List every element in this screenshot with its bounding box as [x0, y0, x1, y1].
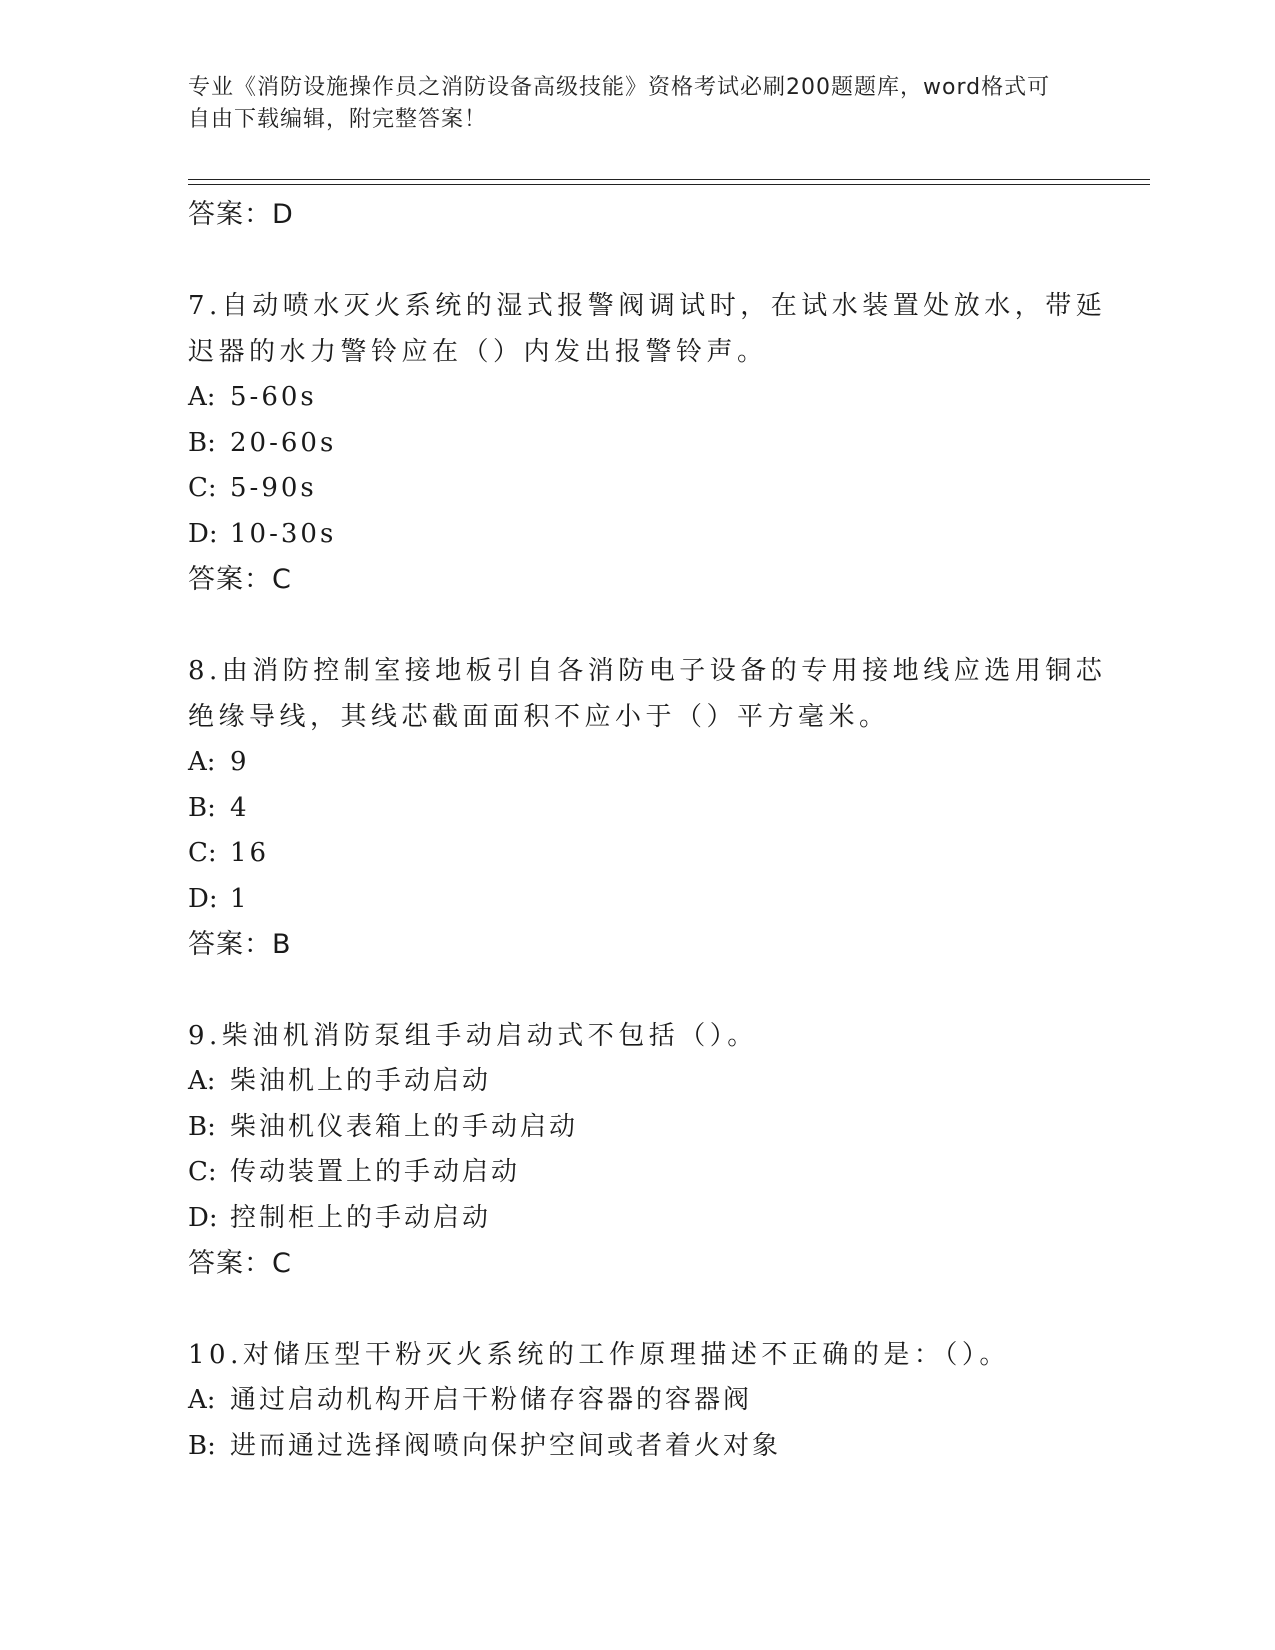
option-text: 4: [230, 792, 250, 823]
option-label: A:: [188, 382, 216, 412]
previous-answer: 答案：D: [188, 199, 294, 230]
answer-key: 答案：C: [188, 564, 292, 595]
option-text: 10-30s: [230, 518, 337, 549]
option-text: 5-60s: [230, 382, 317, 412]
option-c: [188, 1150, 1088, 1196]
question-text-line: 迟器的水力警铃应在（）内发出报警铃声。: [188, 337, 768, 367]
header-divider-bottom: [188, 184, 1150, 185]
option-label: A:: [188, 747, 216, 777]
option-label: B:: [188, 792, 216, 823]
option-label: A:: [188, 1385, 216, 1415]
option-label: D:: [188, 1202, 218, 1233]
option-text: 柴油机仪表箱上的手动启动: [230, 1111, 579, 1142]
option-label: B:: [188, 427, 216, 458]
option-b: [188, 786, 1088, 832]
header-divider-top: [188, 179, 1150, 180]
question-10: [188, 1332, 1088, 1469]
answer-key: 答案：B: [188, 929, 292, 960]
option-text: 1: [230, 883, 250, 914]
question-text-line: 9.柴油机消防泵组手动启动式不包括（）。: [188, 1021, 758, 1051]
option-label: C:: [188, 1157, 217, 1187]
question-9: [188, 1013, 1088, 1287]
option-text: 16: [230, 838, 270, 868]
option-label: B:: [188, 1111, 216, 1142]
option-text: 9: [230, 747, 250, 777]
option-label: B:: [188, 1430, 216, 1461]
answer-key: 答案：C: [188, 1248, 292, 1279]
option-label: D:: [188, 883, 218, 914]
question-list: [188, 192, 1107, 1469]
option-text: 柴油机上的手动启动: [230, 1066, 492, 1096]
question-text-line: 10.对储压型干粉灭火系统的工作原理描述不正确的是：（）。: [188, 1340, 1010, 1370]
question-text-line: 8.由消防控制室接地板引自各消防电子设备的专用接地线应选用铜芯: [188, 656, 1107, 686]
option-c: [188, 466, 1088, 512]
option-text: 5-90s: [230, 473, 317, 503]
option-label: A:: [188, 1066, 216, 1096]
question-text-line: 7.自动喷水灭火系统的湿式报警阀调试时，在试水装置处放水，带延: [188, 291, 1107, 321]
option-d: [188, 1196, 1088, 1242]
option-label: C:: [188, 473, 217, 503]
option-a: [188, 375, 1088, 421]
option-text: 传动装置上的手动启动: [230, 1157, 521, 1187]
option-a: [188, 1059, 1088, 1105]
option-text: 通过启动机构开启干粉储存容器的容器阀: [230, 1385, 753, 1415]
option-text: 20-60s: [230, 427, 337, 458]
option-a: [188, 740, 1088, 786]
option-text: 进而通过选择阀喷向保护空间或者着火对象: [230, 1430, 782, 1461]
document-header: 专业《消防设施操作员之消防设备高级技能》资格考试必刷200题题库，word格式可自由下载编辑，附完整答案！: [188, 75, 1051, 132]
option-text: 控制柜上的手动启动: [230, 1202, 492, 1233]
question-7: [188, 283, 1107, 603]
option-b: [188, 1424, 1088, 1470]
question-text-line: 绝缘导线，其线芯截面面积不应小于（）平方毫米。: [188, 702, 890, 732]
question-8: [188, 648, 1107, 968]
option-d: [188, 877, 1088, 923]
option-a: [188, 1378, 1088, 1424]
option-label: C:: [188, 838, 217, 868]
option-label: D:: [188, 518, 218, 549]
option-d: [188, 512, 1088, 558]
option-c: [188, 831, 1088, 877]
option-b: [188, 1105, 1088, 1151]
option-b: [188, 421, 1088, 467]
